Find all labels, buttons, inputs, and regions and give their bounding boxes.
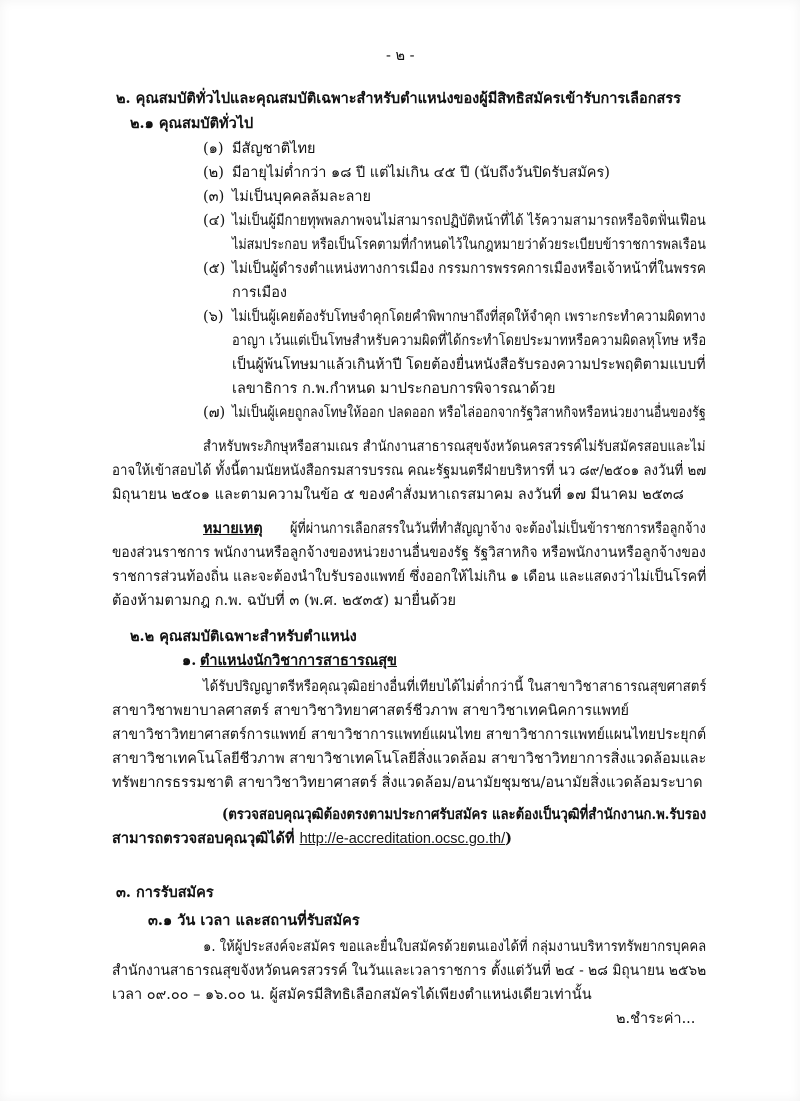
position-number: ๑. <box>182 652 197 669</box>
application-line-2: สำนักงานสาธารณสุขจังหวัดนครสวรรค์ ในวันและเวลาราชการ ตั้งแต่วันที่ ๒๔ - ๒๘ มิถุนายน ๒๕๖๒ <box>112 963 707 979</box>
item-5-line-2: การเมือง <box>232 285 288 301</box>
position-title: ตำแหน่งนักวิชาการสาธารณสุข <box>200 652 397 669</box>
item-3-number: (๓) <box>203 189 225 205</box>
qualification-line-1: ได้รับปริญญาตรีหรือคุณวุฒิอย่างอื่นที่เทียบได้ไม่ต่ำกว่านี้ ในสาขาวิชาสาธารณสุขศาสตร์ <box>203 679 707 695</box>
verification-suffix: ) <box>505 830 512 847</box>
verification-line-1: (ตรวจสอบคุณวุฒิต้องตรงตามประกาศรับสมัคร และต้องเป็นวุฒิที่สำนักงานก.พ.รับรอง <box>222 806 707 823</box>
item-6-line-1: ไม่เป็นผู้เคยต้องรับโทษจำคุกโดยคำพิพากษาถึงที่สุดให้จำคุก เพราะกระทำความผิดทาง <box>232 309 706 325</box>
item-3-text: ไม่เป็นบุคคลล้มละลาย <box>232 189 372 205</box>
accreditation-link[interactable]: http://e-accreditation.ocsc.go.th/ <box>299 831 506 847</box>
qualification-line-5: ทรัพยากรธรรมชาติ สาขาวิชาวิทยาศาสตร์ สิ่งแวดล้อม/อนามัยชุมชน/อนามัยสิ่งแวดล้อมระบาด <box>112 775 703 791</box>
page-number: - ๒ - <box>386 48 415 64</box>
item-6-line-2: อาญา เว้นแต่เป็นโทษสำหรับความผิดที่ได้กระทำโดยประมาทหรือความผิดลหุโทษ หรือ <box>232 333 707 349</box>
section-3-heading: ๓. การรับสมัคร <box>116 884 214 901</box>
item-6-line-3: เป็นผู้พ้นโทษมาแล้วเกินห้าปี โดยต้องยื่นหนังสือรับรองความประพฤติตามแบบที่ <box>232 357 706 373</box>
item-6-number: (๖) <box>203 309 224 325</box>
item-6-line-4: เลขาธิการ ก.พ.กำหนด มาประกอบการพิจารณาด้วย <box>232 381 556 397</box>
item-2-number: (๒) <box>203 165 224 181</box>
qualification-line-3: สาขาวิชาวิทยาศาสตร์การแพทย์ สาขาวิชาการแพทย์แผนไทย สาขาวิชาการแพทย์แผนไทยประยุกต์ <box>112 727 707 743</box>
monk-paragraph-line-3: มิถุนายน ๒๕๐๑ และตามความในข้อ ๕ ของคำสั่งมหาเถรสมาคม ลงวันที่ ๑๗ มีนาคม ๒๕๓๘ <box>112 487 684 503</box>
item-1-number: (๑) <box>203 141 224 157</box>
application-line-1: ๑. ให้ผู้ประสงค์จะสมัคร ขอและยื่นใบสมัครด้วยตนเองได้ที่ กลุ่มงานบริหารทรัพยากรบุคคล <box>203 939 707 955</box>
monk-paragraph-line-2: อาจให้เข้าสอบได้ ทั้งนี้ตามนัยหนังสือกรมสารบรรณ คณะรัฐมนตรีฝ่ายบริหารที่ นว ๘๙/๒๕๐๑ ลงวันที่ ๒๗ <box>112 463 707 479</box>
section-2-1-heading: ๒.๑ คุณสมบัติทั่วไป <box>130 115 254 132</box>
note-line-2: ของส่วนราชการ พนักงานหรือลูกจ้างของหน่วยงานอื่นของรัฐ รัฐวิสาหกิจ หรือพนักงานหรือลูกจ้างของ <box>112 545 706 561</box>
item-4-line-2: ไม่สมประกอบ หรือเป็นโรคตามที่กำหนดไว้ในกฎหมายว่าด้วยระเบียบข้าราชการพลเรือน <box>232 237 706 253</box>
item-4-line-1: ไม่เป็นผู้มีกายทุพพลภาพจนไม่สามารถปฏิบัติหน้าที่ได้ ไร้ความสามารถหรือจิตฟั่นเฟือน <box>232 213 706 229</box>
item-7-text: ไม่เป็นผู้เคยถูกลงโทษให้ออก ปลดออก หรือไล่ออกจากรัฐวิสาหกิจหรือหน่วยงานอื่นของรัฐ <box>232 405 706 421</box>
item-5-number: (๕) <box>203 261 226 277</box>
qualification-line-2: สาขาวิชาพยาบาลศาสตร์ สาขาวิชาวิทยาศาสตร์ชีวภาพ สาขาวิชาเทคนิคการแพทย์ <box>112 703 630 719</box>
item-7-number: (๗) <box>203 405 226 421</box>
note-label: หมายเหตุ <box>203 520 263 537</box>
note-line-3: ราชการส่วนท้องถิ่น และจะต้องนำใบรับรองแพทย์ ซึ่งออกให้ไม่เกิน ๑ เดือน และแสดงว่าไม่เป็นโรคที่ <box>112 569 707 585</box>
section-3-1-heading: ๓.๑ วัน เวลา และสถานที่รับสมัคร <box>148 912 360 929</box>
item-2-text: มีอายุไม่ต่ำกว่า ๑๘ ปี แต่ไม่เกิน ๔๕ ปี (นับถึงวันปิดรับสมัคร) <box>232 165 610 181</box>
section-2-heading: ๒. คุณสมบัติทั่วไปและคุณสมบัติเฉพาะสำหรับตำแหน่งของผู้มีสิทธิสมัครเข้ารับการเลือกสรร <box>116 90 681 107</box>
verification-prefix: สามารถตรวจสอบคุณวุฒิได้ที่ <box>112 830 300 847</box>
continuation-marker: ๒.ชำระค่า... <box>616 1011 696 1027</box>
note-line-1: ผู้ที่ผ่านการเลือกสรรในวันที่ทำสัญญาจ้าง จะต้องไม่เป็นข้าราชการหรือลูกจ้าง <box>290 521 706 537</box>
qualification-line-4: สาขาวิชาเทคโนโลยีชีวภาพ สาขาวิชาเทคโนโลยีสิ่งแวดล้อม สาขาวิชาวิทยาการสิ่งแวดล้อมและ <box>112 751 707 767</box>
application-line-3: เวลา ๐๙.๐๐ – ๑๖.๐๐ น. ผู้สมัครมีสิทธิเลือกสมัครได้เพียงตำแหน่งเดียวเท่านั้น <box>112 987 592 1003</box>
item-5-line-1: ไม่เป็นผู้ดำรงตำแหน่งทางการเมือง กรรมการพรรคการเมืองหรือเจ้าหน้าที่ในพรรค <box>232 261 707 277</box>
note-line-4: ต้องห้ามตามกฎ ก.พ. ฉบับที่ ๓ (พ.ศ. ๒๕๓๕) มายื่นด้วย <box>112 593 456 609</box>
item-1-text: มีสัญชาติไทย <box>232 141 316 157</box>
item-4-number: (๔) <box>203 213 226 229</box>
monk-paragraph-line-1: สำหรับพระภิกษุหรือสามเณร สำนักงานสาธารณสุขจังหวัดนครสวรรค์ไม่รับสมัครสอบและไม่ <box>203 439 706 455</box>
section-2-2-heading: ๒.๒ คุณสมบัติเฉพาะสำหรับตำแหน่ง <box>130 628 357 645</box>
verification-line-2 <box>112 830 512 848</box>
